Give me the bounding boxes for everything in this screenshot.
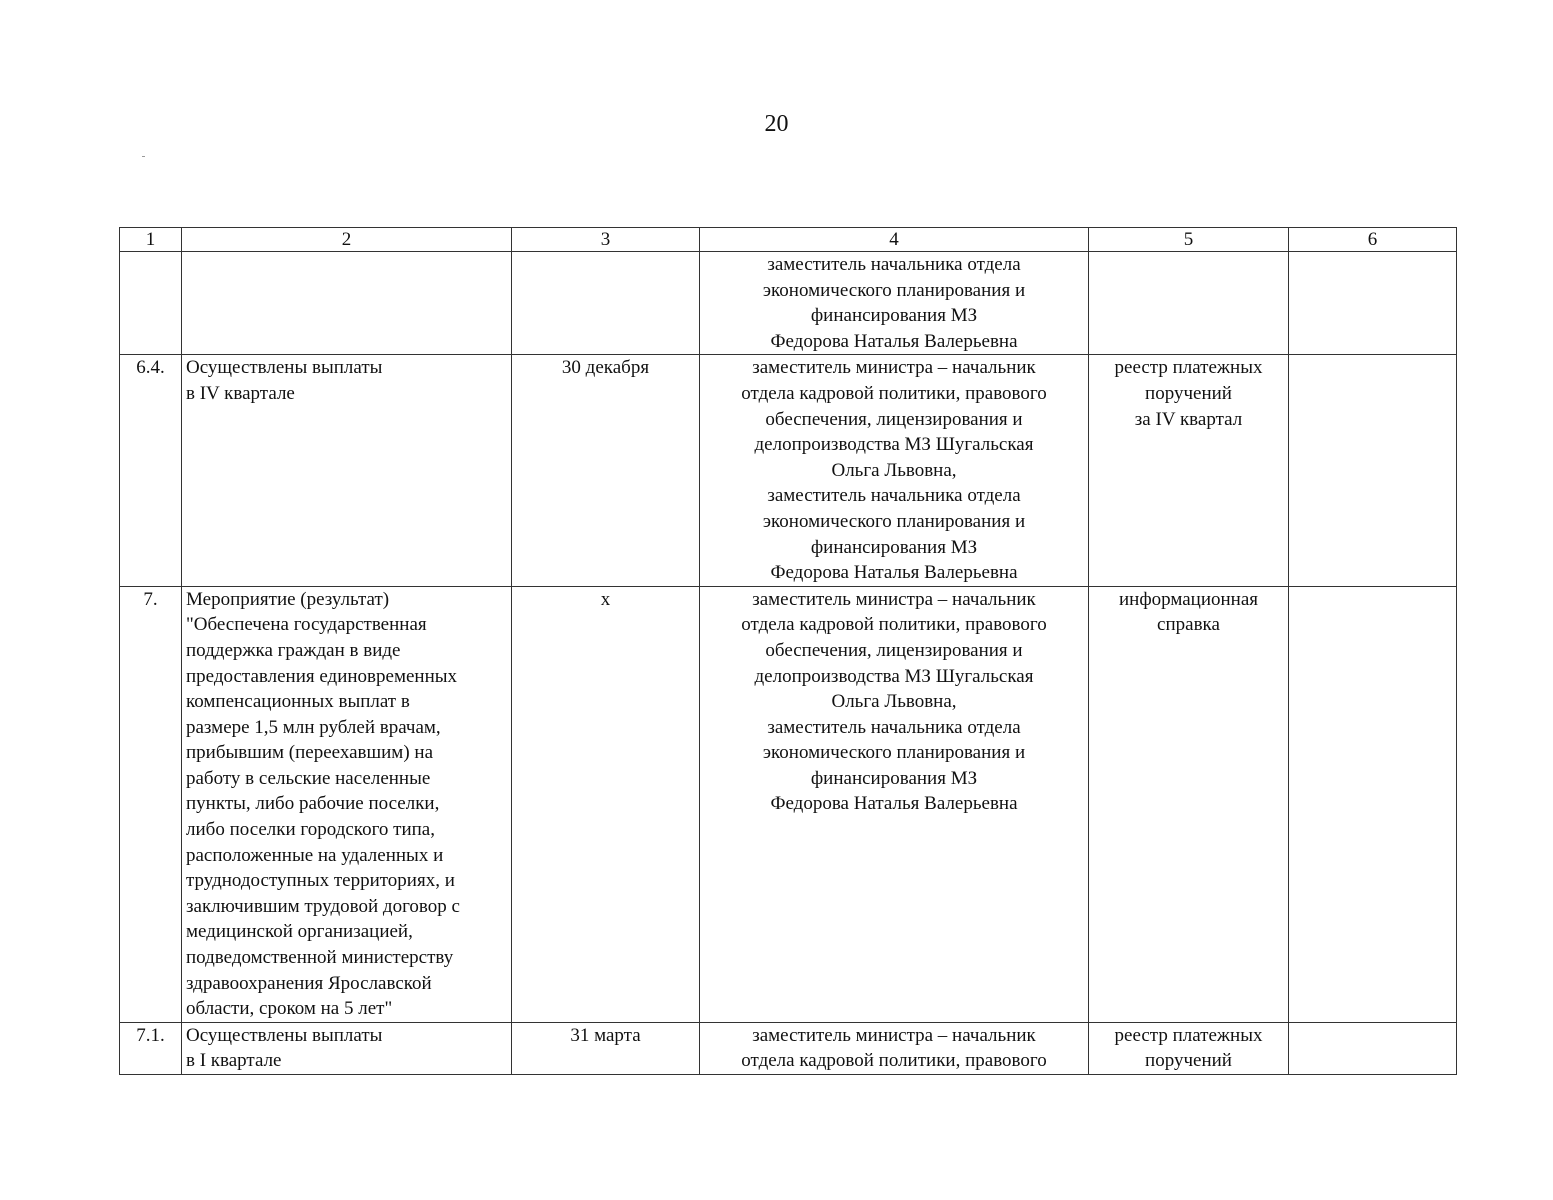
document-cell: реестр платежных поручений	[1089, 1022, 1289, 1074]
table-header-row	[120, 228, 1457, 252]
column-header-1: 1	[120, 228, 182, 252]
column-header-5: 5	[1089, 228, 1289, 252]
plan-table	[119, 227, 1457, 1075]
event-cell: Осуществлены выплаты в I квартале	[182, 1022, 512, 1074]
note-cell	[1289, 1022, 1457, 1074]
row-number-cell: 7.1.	[120, 1022, 182, 1074]
document-cell: реестр платежных поручений за IV квартал	[1089, 355, 1289, 586]
deadline-cell	[512, 252, 700, 355]
deadline-cell: 31 марта	[512, 1022, 700, 1074]
row-number-cell: 6.4.	[120, 355, 182, 586]
column-header-2: 2	[182, 228, 512, 252]
column-header-6: 6	[1289, 228, 1457, 252]
row-number-cell: 7.	[120, 586, 182, 1022]
document-cell: информационная справка	[1089, 586, 1289, 1022]
table-row	[120, 252, 1457, 355]
column-header-4: 4	[700, 228, 1089, 252]
table-row	[120, 586, 1457, 1022]
event-cell: Мероприятие (результат) "Обеспечена государственная поддержка граждан в виде предоставления единовременных компенсационных выплат в размере 1,5 млн рублей врачам, прибывшим (переехавшим) на работу в сельские населенные пункты, либо рабочие поселки, либо поселки городского типа, расположенные на удаленных и труднодоступных территориях, и заключившим трудовой договор с медицинской организацией, подведомственной министерству здравоохранения Ярославской области, сроком на 5 лет"	[182, 586, 512, 1022]
column-header-3: 3	[512, 228, 700, 252]
table-row	[120, 1022, 1457, 1074]
row-number-cell	[120, 252, 182, 355]
page-number: 20	[764, 111, 789, 137]
table-row	[120, 355, 1457, 586]
scan-speck	[142, 156, 145, 157]
event-cell: Осуществлены выплаты в IV квартале	[182, 355, 512, 586]
responsible-cell: заместитель министра – начальник отдела кадровой политики, правового	[700, 1022, 1089, 1074]
event-cell	[182, 252, 512, 355]
note-cell	[1289, 586, 1457, 1022]
note-cell	[1289, 355, 1457, 586]
responsible-cell: заместитель министра – начальник отдела кадровой политики, правового обеспечения, лицензирования и делопроизводства МЗ Шугальская Ольга Львовна, заместитель начальника отдела экономического планирования и финансирования МЗ Федорова Наталья Валерьевна	[700, 586, 1089, 1022]
responsible-cell: заместитель начальника отдела экономического планирования и финансирования МЗ Федорова Наталья Валерьевна	[700, 252, 1089, 355]
document-cell	[1089, 252, 1289, 355]
responsible-cell: заместитель министра – начальник отдела кадровой политики, правового обеспечения, лицензирования и делопроизводства МЗ Шугальская Ольга Львовна, заместитель начальника отдела экономического планирования и финансирования МЗ Федорова Наталья Валерьевна	[700, 355, 1089, 586]
note-cell	[1289, 252, 1457, 355]
deadline-cell: 30 декабря	[512, 355, 700, 586]
deadline-cell: х	[512, 586, 700, 1022]
